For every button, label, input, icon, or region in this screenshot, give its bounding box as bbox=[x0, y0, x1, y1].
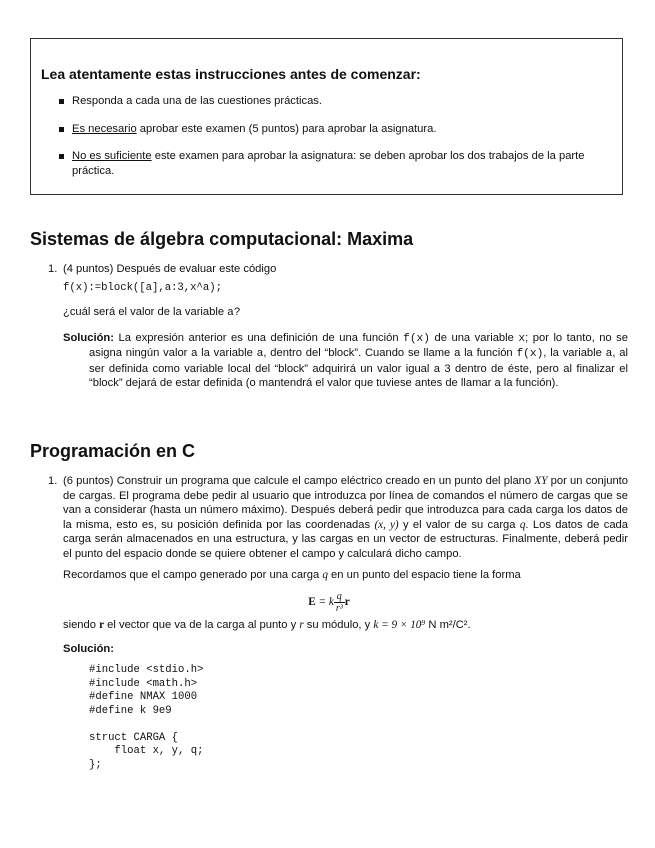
section-title-c: Programación en C bbox=[30, 441, 196, 461]
question-number: 1. bbox=[48, 475, 58, 487]
underlined-text: Es necesario bbox=[72, 122, 137, 135]
question-text: (4 puntos) Después de evaluar este código bbox=[63, 263, 277, 275]
instruction-item: Es necesario aprobar este examen (5 puntos) para aprobar la asignatura. bbox=[41, 122, 612, 137]
code-block: #include <stdio.h> #include <math.h> #define NMAX 1000 #define k 9e9 struct CARGA { float x, y, q; }; bbox=[89, 664, 204, 771]
maxima-question bbox=[30, 262, 628, 391]
solution-label: Solución: bbox=[63, 642, 114, 655]
code-line: f(x):=block([a],a:3,x^a); bbox=[63, 281, 222, 294]
instructions-list bbox=[41, 94, 612, 178]
instructions-box bbox=[30, 38, 623, 195]
formula-explanation: siendo r el vector que va de la carga al punto y r su módulo, y k = 9 × 10⁹ N m²/C². bbox=[63, 618, 471, 631]
solution-paragraph: Solución: La expresión anterior es una definición de una función f(x) de una variable x; por lo tanto, no se asigna ningún valor a la variable a, dentro del “block”. Cuando se llame a la función f(x), la variable a, al ser definida como variable local del “block” adquirirá un valor igual a 3 dentro de éste, pero al finalizar el “block” dejará de estar definida (o mantendrá el valor que tuviese antes de llamar a la función). bbox=[63, 331, 628, 390]
question-ask: ¿cuál será el valor de la variable a? bbox=[63, 306, 241, 320]
question-text: (6 puntos) Construir un programa que calcule el campo eléctrico creado en un punto del plano XY por un conjunto de cargas. El programa debe pedir al usuario que introduzca por línea de comandos el número de cargas que se van a considerar (hasta un número máximo). Después deberá pedir que introduzca para cada carga los datos de la misma, esto es, su posición definida por las coordenadas (x, y) y el valor de su carga q. Los datos de cada carga serán almacenados en una estructura, y las cargas en un vector de estructuras. Finalmente, deberá pedir el punto del espacio donde se quiere obtener el campo y calculará dicho campo. bbox=[63, 475, 628, 560]
instruction-item: Responda a cada una de las cuestiones prácticas. bbox=[41, 94, 612, 109]
instruction-item: No es suficiente este examen para aprobar la asignatura: se deben aprobar los dos trabajos de la parte práctica. bbox=[41, 149, 612, 178]
section-title-maxima: Sistemas de álgebra computacional: Maxima bbox=[30, 229, 414, 249]
underlined-text: No es suficiente bbox=[72, 150, 152, 163]
solution-label: Solución: bbox=[63, 331, 114, 344]
instructions-title: Lea atentamente estas instrucciones antes de comenzar: bbox=[41, 66, 421, 82]
field-formula: E = k $\frac{q}{\text{r³}}$ r bbox=[308, 590, 350, 614]
formula-intro: Recordamos que el campo generado por una carga q en un punto del espacio tiene la forma bbox=[63, 569, 521, 582]
c-question bbox=[30, 474, 628, 772]
question-number: 1. bbox=[48, 263, 58, 275]
